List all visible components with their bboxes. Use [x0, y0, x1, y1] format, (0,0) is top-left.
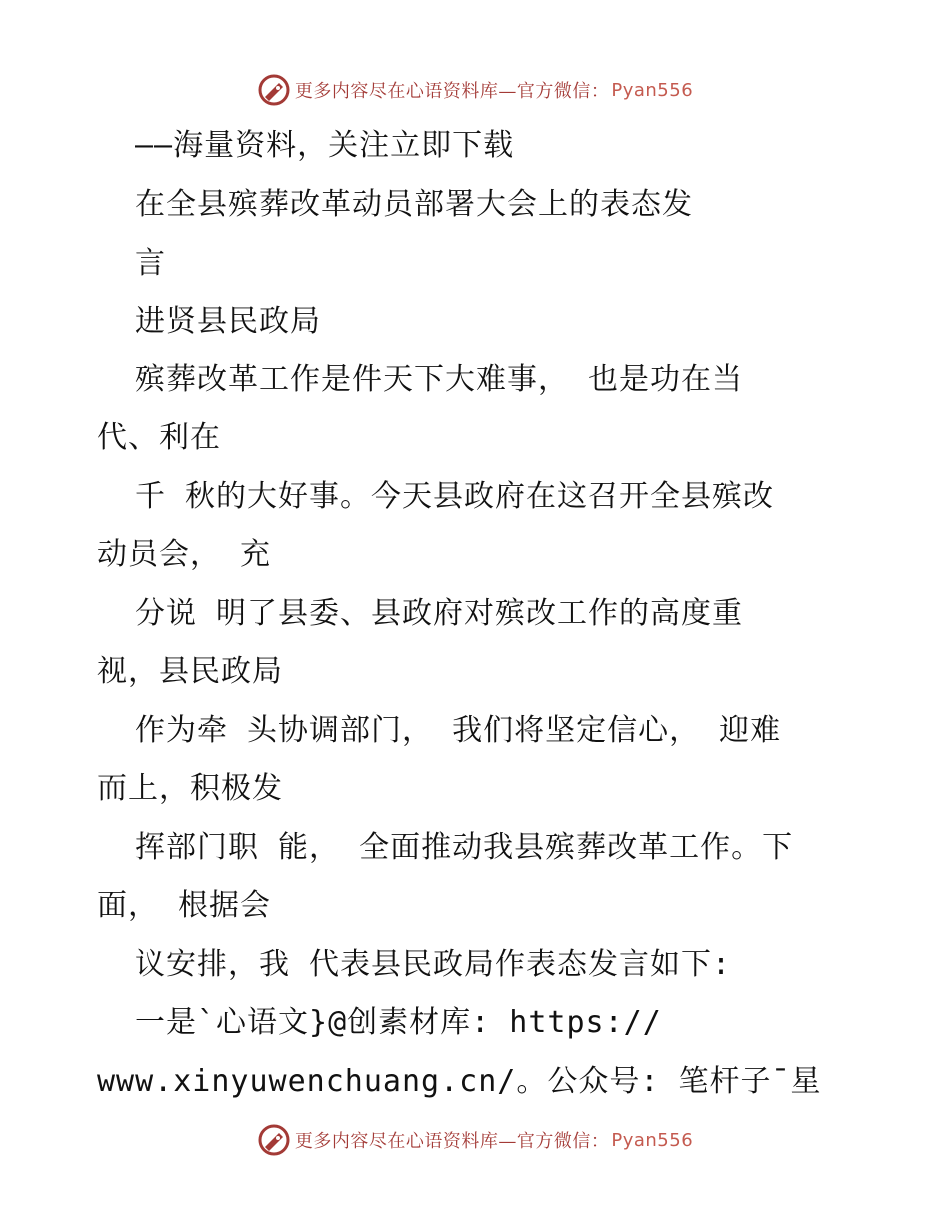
- text-line: 千 秋的大好事。今天县政府在这召开全县殡改: [135, 479, 775, 514]
- text-line: ——海量资料，关注立即下载: [135, 128, 515, 163]
- text-line: 面， 根据会: [97, 888, 272, 923]
- text-line: 视，县民政局: [97, 654, 283, 689]
- watermark-text: 更多内容尽在心语资料库—官方微信：: [294, 81, 610, 102]
- watermark-text: 更多内容尽在心语资料库—官方微信：: [294, 1131, 610, 1152]
- watermark-wechat-id: Pyan556: [611, 1129, 694, 1151]
- text-line: 动员会， 充: [97, 537, 272, 572]
- watermark-banner-bottom: [0, 1120, 950, 1160]
- text-line: 作为牵 头协调部门， 我们将坚定信心， 迎难: [135, 713, 782, 748]
- text-line: www.xinyuwenchuang.cn/。公众号: 笔杆子¯星: [97, 1064, 822, 1099]
- text-line: 言: [135, 246, 166, 281]
- text-line: 殡葬改革工作是件天下大难事， 也是功在当: [135, 362, 744, 397]
- watermark-banner-top: [0, 70, 950, 110]
- text-line: 进贤县民政局: [135, 304, 321, 339]
- text-line: 一是`心语文}@创素材库: https://: [135, 1005, 662, 1040]
- text-line: 挥部门职 能， 全面推动我县殡葬改革工作。下: [135, 830, 794, 865]
- text-line: 议安排，我 代表县民政局作表态发言如下:: [135, 947, 732, 982]
- text-line: 分说 明了县委、县政府对殡改工作的高度重: [135, 596, 744, 631]
- pen-nib-logo-icon: [257, 1123, 291, 1157]
- text-line: 而上，积极发: [97, 771, 283, 806]
- pen-nib-logo-icon: [257, 73, 291, 107]
- watermark-wechat-id: Pyan556: [611, 79, 694, 101]
- text-line: 代、利在: [97, 420, 221, 455]
- text-line: 在全县殡葬改革动员部署大会上的表态发: [135, 187, 693, 222]
